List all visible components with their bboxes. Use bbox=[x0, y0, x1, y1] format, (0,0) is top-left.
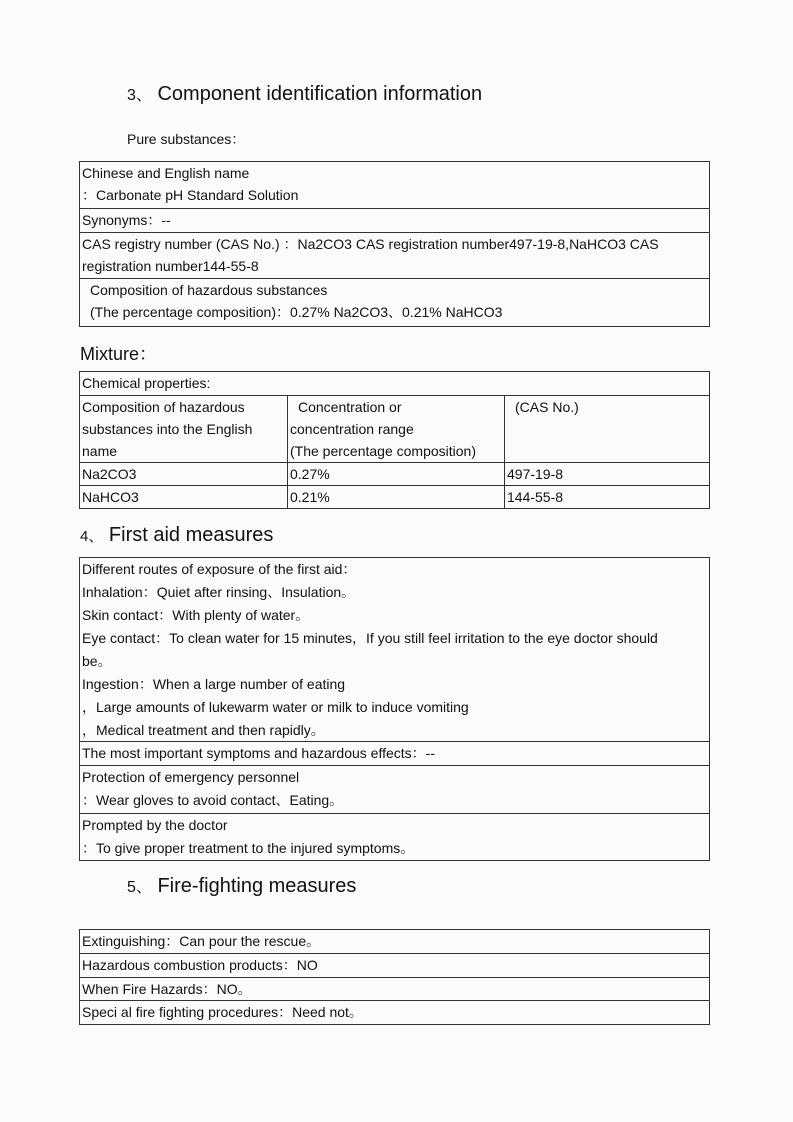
table-row bbox=[80, 463, 709, 486]
fire-row-text: When Fire Hazards：NO。 bbox=[82, 981, 252, 997]
section-4-number: 4、 bbox=[80, 528, 104, 545]
section-3-number: 3、 bbox=[127, 87, 152, 104]
fire-fighting-table bbox=[79, 929, 710, 1025]
section-5-title: Fire-fighting measures bbox=[157, 875, 357, 897]
cas-line-2: registration number144-55-8 bbox=[82, 258, 259, 274]
section-3-heading bbox=[127, 82, 482, 106]
protection-row bbox=[80, 766, 709, 814]
chemical-properties-row bbox=[80, 372, 709, 396]
header-composition bbox=[80, 396, 288, 463]
fire-row-text: Extinguishing：Can pour the rescue。 bbox=[82, 933, 321, 949]
synonyms-text: Synonyms：-- bbox=[82, 212, 171, 228]
chemical-properties-label: Chemical properties: bbox=[82, 375, 211, 391]
header-cas bbox=[505, 396, 710, 463]
first-aid-line: Ingestion：When a large number of eating bbox=[82, 676, 346, 692]
fire-row bbox=[80, 954, 709, 978]
hazard-label: Composition of hazardous substances bbox=[90, 282, 328, 298]
section-5-heading bbox=[127, 874, 356, 898]
first-aid-line: ，Medical treatment and then rapidly。 bbox=[82, 722, 325, 738]
mixture-heading: Mixture： bbox=[80, 344, 158, 364]
header-composition-line-2: substances into the English bbox=[82, 421, 253, 437]
protection-label: Protection of emergency personnel bbox=[82, 769, 300, 785]
cas-line-1: CAS registry number (CAS No.) ：Na2CO3 CAS registration number497-19-8,NaHCO3 CAS bbox=[82, 236, 659, 252]
cell-concentration: 0.21% bbox=[288, 486, 505, 509]
name-row bbox=[80, 162, 709, 209]
first-aid-line: ，Large amounts of lukewarm water or milk to induce vomiting bbox=[82, 699, 469, 715]
symptoms-row bbox=[80, 742, 709, 766]
header-concentration-line-1: Concentration or bbox=[298, 399, 402, 415]
name-value: ：Carbonate pH Standard Solution bbox=[82, 187, 299, 203]
fire-row bbox=[80, 930, 709, 954]
fire-row bbox=[80, 978, 709, 1001]
first-aid-table bbox=[79, 557, 710, 861]
table-row bbox=[80, 486, 709, 509]
section-4-heading bbox=[80, 524, 273, 547]
doctor-label: Prompted by the doctor bbox=[82, 817, 228, 833]
fire-row bbox=[80, 1001, 709, 1024]
synonyms-row bbox=[80, 209, 709, 233]
name-label: Chinese and English name bbox=[82, 165, 250, 181]
protection-value: ：Wear gloves to avoid contact、Eating。 bbox=[82, 792, 344, 808]
first-aid-line: Eye contact：To clean water for 15 minutes，If you still feel irritation to the eye doctor should bbox=[82, 630, 658, 646]
section-3-title: Component identification information bbox=[157, 83, 483, 105]
header-composition-line-3: name bbox=[82, 443, 118, 459]
pure-substances-label: Pure substances： bbox=[127, 131, 246, 147]
section-4-title: First aid measures bbox=[108, 524, 274, 546]
doctor-row bbox=[80, 814, 709, 860]
cell-concentration: 0.27% bbox=[288, 463, 505, 486]
header-concentration-line-2: concentration range bbox=[290, 421, 414, 437]
cell-cas: 144-55-8 bbox=[505, 486, 710, 509]
cell-cas: 497-19-8 bbox=[505, 463, 710, 486]
symptoms-text: The most important symptoms and hazardous effects：-- bbox=[82, 745, 435, 761]
header-concentration-line-3: (The percentage composition) bbox=[290, 443, 476, 459]
doctor-value: ：To give proper treatment to the injured symptoms。 bbox=[82, 840, 415, 856]
exposure-routes-row bbox=[80, 558, 709, 742]
section-5-number: 5、 bbox=[127, 879, 152, 896]
header-concentration bbox=[288, 396, 505, 463]
mixture-composition-table bbox=[80, 396, 709, 508]
mixture-table bbox=[79, 371, 710, 509]
header-cas-line-1: (CAS No.) bbox=[515, 399, 579, 415]
header-composition-line-1: Composition of hazardous bbox=[82, 399, 245, 415]
first-aid-line: be。 bbox=[82, 653, 112, 669]
first-aid-line: Inhalation：Quiet after rinsing、Insulation。 bbox=[82, 584, 356, 600]
fire-row-text: Hazardous combustion products：NO bbox=[82, 957, 318, 973]
hazard-composition-row bbox=[80, 279, 709, 326]
mixture-header-row bbox=[80, 396, 709, 463]
cell-substance: NaHCO3 bbox=[80, 486, 288, 509]
component-table bbox=[79, 161, 710, 327]
cell-substance: Na2CO3 bbox=[80, 463, 288, 486]
first-aid-line: Different routes of exposure of the first aid： bbox=[82, 561, 357, 577]
hazard-value: (The percentage composition)：0.27% Na2CO3、0.21% NaHCO3 bbox=[90, 304, 503, 320]
first-aid-line: Skin contact：With plenty of water。 bbox=[82, 607, 310, 623]
fire-row-text: Speci al fire fighting procedures：Need not。 bbox=[82, 1004, 363, 1020]
cas-row bbox=[80, 233, 709, 279]
